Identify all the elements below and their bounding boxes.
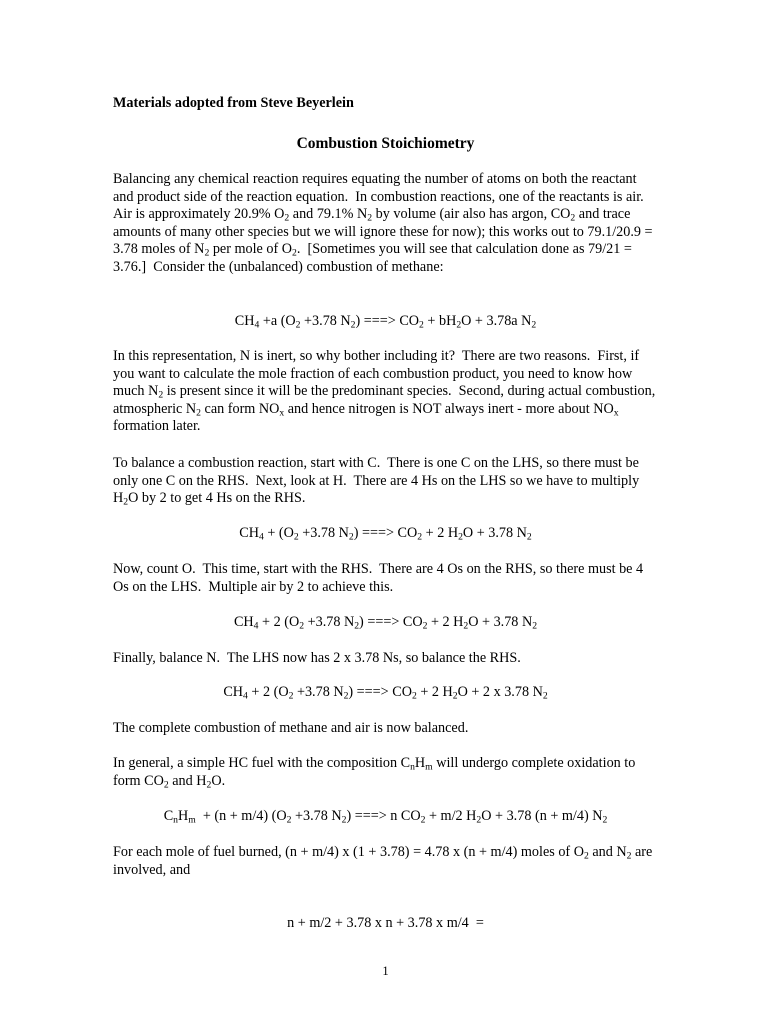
paragraph: To balance a combustion reaction, start with C. There is one C on the LHS, so there must be only one C on the RHS. Next, look at H. There are 4 Hs on the LHS so we have to multiply $H_2O$ by 2 to get 4 Hs on the RHS.: [113, 455, 640, 508]
equation: n + m/2 + 3.78 x n + 3.78 x m/4 =: [287, 915, 484, 931]
page-title: Combustion Stoichiometry: [296, 135, 475, 152]
paragraph: Now, count O. This time, start with the RHS. There are 4 Os on the RHS, so there must be 4 Os on the LHS. Multiple air by 2 to achieve this.: [113, 561, 644, 595]
paragraph: In this representation, N is inert, so why bother including it? There are two reasons. First, if you want to calculate the mole fraction of each combustion product, you need to know how much $N_2$ is present since it will be the predominant species. Second, during actual combustion, atmospheric $N_2$ can form $NO_x$ and hence nitrogen is NOT always inert - more about $NO_x$ formation later.: [113, 348, 656, 435]
paragraph: In general, a simple HC fuel with the composition $C_nH_m$ will undergo complete oxidation to form $CO_2$ and $H_2O$.: [113, 755, 636, 790]
page-number: 1: [382, 964, 389, 978]
equation: $CH_4 +a$ ($O_2 +3.78$ $N_2$) ===> $CO_2 + bH_2O + 3.78a$ $N_2$: [234, 313, 537, 331]
equation: $CH_4 + 2$ ($O_2 +3.78$ $N_2$) ===> $CO_2 + 2$ $H_2O + 3.78$ $N_2$: [233, 614, 538, 632]
paragraph: The complete combustion of methane and air is now balanced.: [113, 720, 469, 736]
paragraph: Balancing any chemical reaction requires equating the number of atoms on both the reactant and product side of the reaction equation. In combustion reactions, one of the reactants is air. Air is approximately 20.9% $O_2$ and 79.1% $N_2$ by volume (air also has argon, $CO_2$ and trace amounts of many other species but we will ignore these for now); this works out to 79.1/20.9 = 3.78 moles of $N_2$ per mole of $O_2$. [Sometimes you will see that calculation done as 79/21 = 3.76.] Consider the (unbalanced) combustion of methane:: [113, 171, 653, 275]
author-credit: Materials adopted from Steve Beyerlein: [113, 95, 354, 111]
equation: $CH_4 + 2$ ($O_2 +3.78$ $N_2$) ===> $CO_2 + 2$ $H_2O + 2$ x 3.78 $N_2$: [223, 684, 548, 702]
paragraph: For each mole of fuel burned, (n + m/4) x (1 + 3.78) = 4.78 x (n + m/4) moles of $O_2$ and $N_2$ are involved, and: [113, 844, 653, 878]
document-page: [113, 0, 658, 1024]
paragraph: Finally, balance N. The LHS now has 2 x 3.78 Ns, so balance the RHS.: [113, 650, 521, 666]
equation: $C_nH_m + (n + m/4)$ ($O_2 +3.78$ $N_2$) ===> n $CO_2 + m/2$ $H_2O + 3.78$ (n + m/4) $N_2$: [163, 808, 608, 826]
equation: $CH_4 + (O_2 +3.78$ $N_2$) ===> $CO_2 + 2$ $H_2O + 3.78$ $N_2$: [239, 525, 532, 543]
